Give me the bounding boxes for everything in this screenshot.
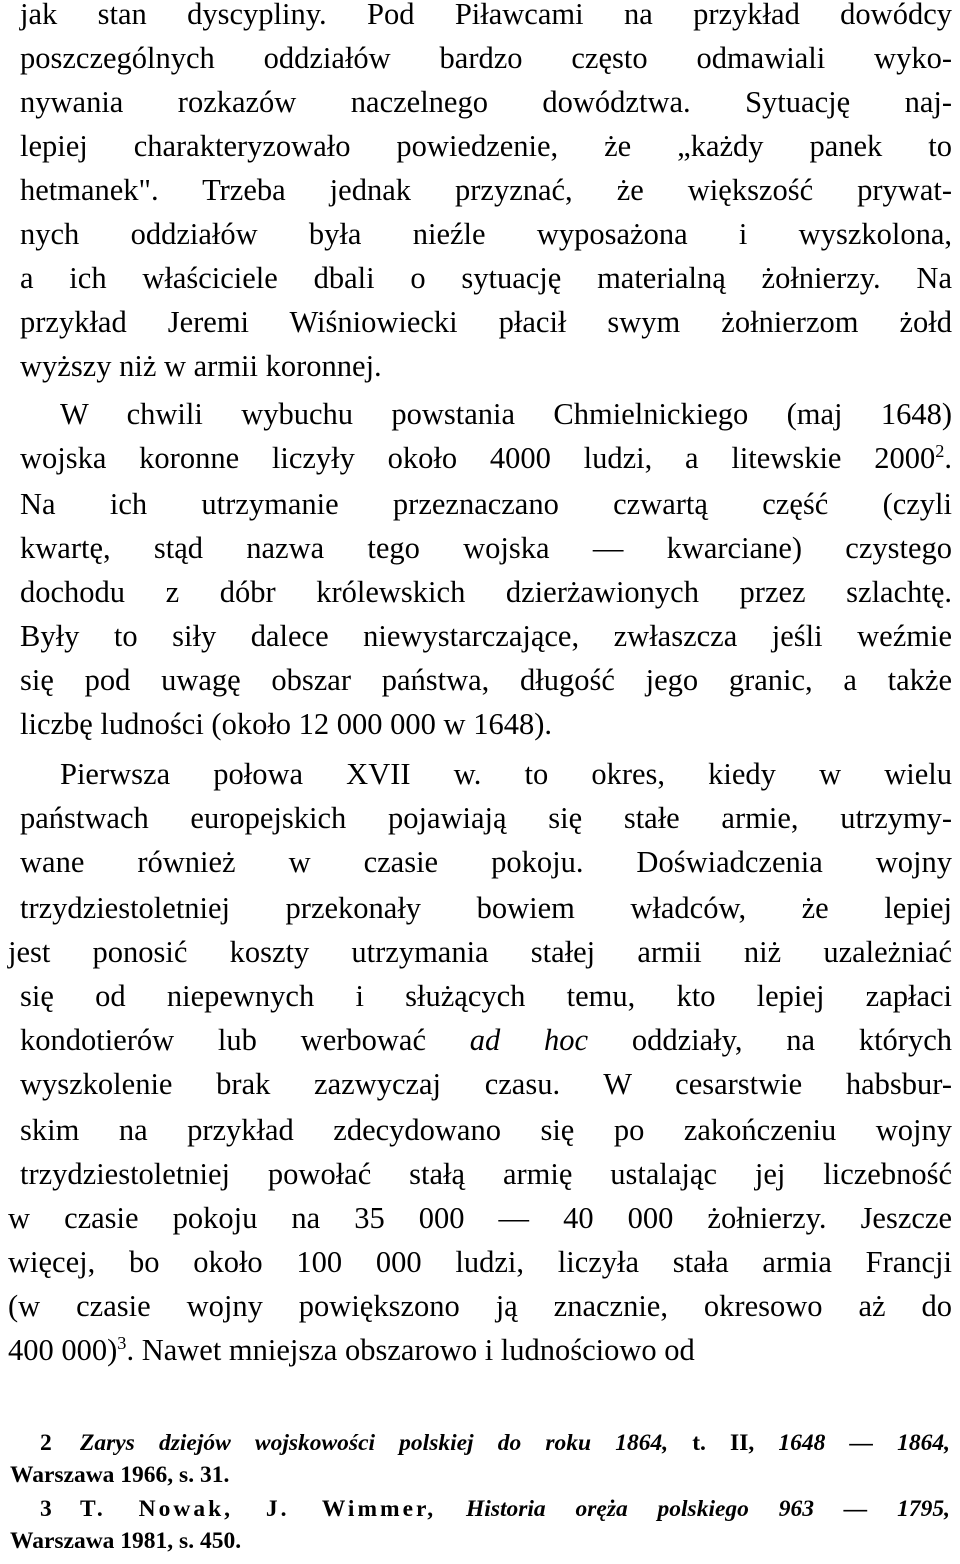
- footnote-number: 3: [40, 1496, 52, 1522]
- text-line: lepiej charakteryzowało powiedzenie, że „każdy panek to: [20, 129, 952, 163]
- text-line: hetmanek". Trzeba jednak przyznać, że większość prywat-: [20, 173, 952, 207]
- text-line: dochodu z dóbr królewskich dzierżawionych przez szlachtę.: [20, 575, 952, 609]
- text-segment: kondotierów lub werbować: [20, 1023, 470, 1057]
- text-line: Pierwsza połowa XVII w. to okres, kiedy w wielu: [60, 757, 952, 791]
- text-line: a ich właściciele dbali o sytuację materialną żołnierzy. Na: [20, 261, 952, 295]
- text-segment: 400 000): [8, 1333, 118, 1367]
- text-line: poszczególnych oddziałów bardzo często odmawiali wyko-: [20, 41, 952, 75]
- footnote-authors: T. Nowak, J. Wimmer,: [80, 1496, 437, 1522]
- text-line: W chwili wybuchu powstania Chmielnickiego (maj 1648): [60, 397, 952, 431]
- text-line: się pod uwagę obszar państwa, długość jego granic, a także: [20, 663, 952, 697]
- footnote-line: [10, 1494, 950, 1524]
- text-line: wyższy niż w armii koronnej.: [20, 349, 382, 383]
- text-line: trzydziestoletniej powołać stałą armię ustalając jej liczebność: [20, 1157, 952, 1191]
- text-line: Na ich utrzymanie przeznaczano czwartą część (czyli: [20, 487, 952, 521]
- text-line: państwach europejskich pojawiają się stałe armie, utrzymy-: [20, 801, 952, 835]
- footnote-ref: 2: [935, 440, 945, 461]
- text-line: nywania rozkazów naczelnego dowództwa. Sytuację naj-: [20, 85, 952, 119]
- text-line: w czasie pokoju na 35 000 — 40 000 żołnierzy. Jeszcze: [8, 1201, 952, 1235]
- text-line: (w czasie wojny powiększono ją znacznie, okresowo aż do: [8, 1289, 952, 1323]
- footnote-range: 1648 — 1864,: [778, 1430, 951, 1456]
- text-line: jest ponosić koszty utrzymania stałej armii niż uzależniać: [8, 935, 952, 969]
- text-line: [8, 1330, 952, 1370]
- italic-phrase: ad hoc: [469, 1023, 589, 1057]
- footnote-line: Warszawa 1966, s. 31.: [10, 1462, 230, 1488]
- text-line: trzydziestoletniej przekonały bowiem władców, że lepiej: [20, 891, 952, 925]
- footnote-ref: 3: [117, 1332, 127, 1353]
- footnote-line: [10, 1428, 950, 1458]
- footnote-number: 2: [40, 1430, 52, 1456]
- footnote-volume: t. II,: [668, 1430, 779, 1456]
- text-segment: .: [944, 441, 952, 475]
- footnote-line: Warszawa 1981, s. 450.: [10, 1528, 242, 1554]
- footnote-title: Historia oręża polskiego 963 — 1795,: [466, 1496, 950, 1522]
- text-line: nych oddziałów była nieźle wyposażona i wyszkolona,: [20, 217, 952, 251]
- text-line: jak stan dyscypliny. Pod Piławcami na przykład dowódcy: [20, 0, 952, 31]
- text-line: [20, 438, 952, 478]
- text-segment: wojska koronne liczyły około 4000 ludzi, a litewskie 2000: [20, 441, 936, 475]
- text-segment: oddziały, na których: [588, 1023, 952, 1057]
- text-line: więcej, bo około 100 000 ludzi, liczyła stała armia Francji: [8, 1245, 952, 1279]
- text-line: się od niepewnych i służących temu, kto lepiej zapłaci: [20, 979, 952, 1013]
- text-line: przykład Jeremi Wiśniowiecki płacił swym żołnierzom żołd: [20, 305, 952, 339]
- text-line: wane również w czasie pokoju. Doświadczenia wojny: [20, 845, 952, 879]
- text-line: wyszkolenie brak zazwyczaj czasu. W cesarstwie habsbur-: [20, 1067, 952, 1101]
- text-segment: . Nawet mniejsza obszarowo i ludnościowo od: [126, 1333, 695, 1367]
- text-line: liczbę ludności (około 12 000 000 w 1648).: [20, 707, 552, 741]
- text-line: skim na przykład zdecydowano się po zakończeniu wojny: [20, 1113, 952, 1147]
- text-line: Były to siły dalece niewystarczające, zwłaszcza jeśli weźmie: [20, 619, 952, 653]
- footnote-title: Zarys dziejów wojskowości polskiej do roku 1864,: [80, 1430, 669, 1456]
- text-line: kwartę, stąd nazwa tego wojska — kwarciane) czystego: [20, 531, 952, 565]
- text-line: [20, 1020, 952, 1060]
